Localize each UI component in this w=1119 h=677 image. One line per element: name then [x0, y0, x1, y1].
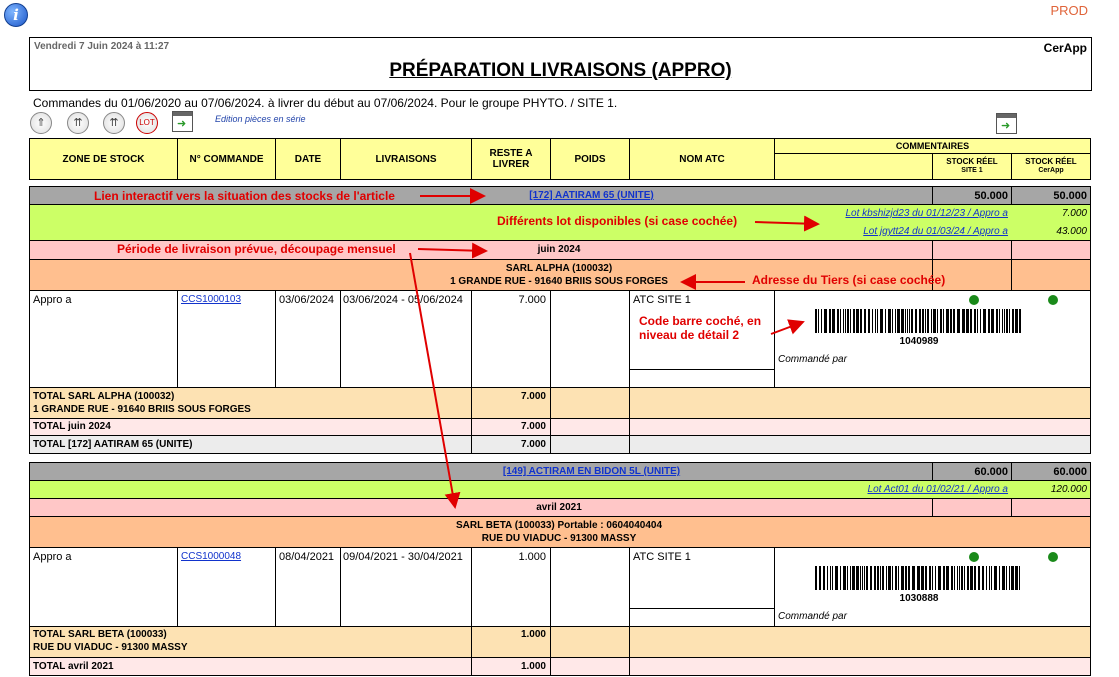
commande-par-label: Commandé par [778, 354, 847, 365]
lot-toggle-button[interactable]: LOT [136, 112, 158, 134]
period-label: juin 2024 [537, 244, 581, 255]
annotation-lots: Différents lot disponibles (si case cochée) [497, 214, 738, 228]
col-header-commentaires: COMMENTAIRES [895, 141, 970, 151]
total-period-value: 1.000 [520, 661, 546, 672]
total-article-label: TOTAL [172] AATIRAM 65 (UNITE) [33, 439, 193, 450]
article-stock-cerapp: 60.000 [1053, 466, 1087, 478]
total-tiers-value: 7.000 [520, 391, 546, 402]
total-tiers-address: RUE DU VIADUC - 91300 MASSY [33, 642, 188, 653]
article-stock-link[interactable]: [149] ACTIRAM EN BIDON 5L (UNITE) [502, 466, 681, 477]
arrow-lots [755, 222, 818, 224]
annotation-barcode-line1: Code barre coché, en [639, 314, 762, 328]
total-tiers-label: TOTAL SARL ALPHA (100032) [33, 391, 175, 402]
order-atc: ATC SITE 1 [633, 551, 691, 563]
arrow-barcode [771, 322, 803, 334]
info-icon[interactable]: i [4, 3, 28, 27]
page-title: PRÉPARATION LIVRAISONS (APPRO) [389, 60, 732, 81]
total-period-label: TOTAL avril 2021 [33, 661, 114, 672]
article-stock-site: 60.000 [974, 466, 1008, 478]
lot-qty: 7.000 [1061, 208, 1087, 219]
tiers-name: SARL ALPHA (100032) [505, 263, 613, 274]
lot-link[interactable]: Lot jgytt24 du 01/03/24 / Appro a [863, 226, 1008, 237]
col-header-poids: POIDS [550, 138, 630, 180]
order-zone: Appro a [33, 294, 72, 306]
lot-link[interactable]: Lot kbshizjd23 du 01/12/23 / Appro a [845, 208, 1008, 219]
col-header-stock-cerapp: STOCK RÉEL [1025, 157, 1077, 166]
order-reste: 1.000 [518, 551, 546, 563]
col-header-num-commande: N° COMMANDE [177, 138, 276, 180]
col-header-zone: ZONE DE STOCK [29, 138, 178, 180]
annotation-period: Période de livraison prévue, découpage mensuel [117, 242, 396, 256]
tiers-address: 1 GRANDE RUE - 91640 BRIIS SOUS FORGES [450, 276, 668, 287]
collapse-level-2-icon[interactable]: ⇈ [67, 112, 89, 134]
order-atc: ATC SITE 1 [633, 294, 691, 306]
article-stock-link[interactable]: [172] AATIRAM 65 (UNITE) [529, 190, 654, 201]
commande-par-label: Commandé par [778, 611, 847, 622]
total-tiers-value: 1.000 [520, 629, 546, 640]
barcode-number: 1040989 [899, 336, 939, 347]
tiers-name: SARL BETA (100033) Portable : 0604040404 [455, 520, 663, 531]
col-header-nom-atc: NOM ATC [629, 138, 775, 180]
lot-qty: 120.000 [1050, 484, 1087, 495]
col-header-stock-site-sub: SITE 1 [961, 167, 983, 174]
barcode-number: 1030888 [899, 593, 939, 604]
total-period-label: TOTAL juin 2024 [33, 421, 111, 432]
order-livraisons: 03/06/2024 - 05/06/2024 [343, 294, 463, 306]
col-header-reste: RESTE A LIVRER [471, 138, 551, 180]
total-tiers-label: TOTAL SARL BETA (100033) [33, 629, 167, 640]
total-tiers-address: 1 GRANDE RUE - 91640 BRIIS SOUS FORGES [33, 404, 251, 415]
total-article-value: 7.000 [520, 439, 546, 450]
report-date: Vendredi 7 Juin 2024 à 11:27 [34, 41, 170, 52]
tiers-address: RUE DU VIADUC - 91300 MASSY [481, 533, 637, 544]
order-livraisons: 09/04/2021 - 30/04/2021 [343, 551, 463, 563]
order-date: 03/06/2024 [279, 294, 335, 306]
order-zone: Appro a [33, 551, 72, 563]
app-name: CerApp [1043, 41, 1087, 55]
arrow-period [418, 249, 486, 251]
arrow-period-second [410, 253, 455, 507]
col-header-stock-site: STOCK RÉEL [946, 157, 998, 166]
order-number-link[interactable]: CCS1000048 [181, 551, 242, 562]
lot-qty: 43.000 [1056, 226, 1087, 237]
period-label: avril 2021 [536, 502, 582, 513]
environment-label: PROD [1050, 3, 1088, 18]
order-date: 08/04/2021 [279, 551, 335, 563]
order-reste: 7.000 [518, 294, 546, 306]
lot-link[interactable]: Lot Act01 du 01/02/21 / Appro a [867, 484, 1008, 495]
col-header-livraisons: LIVRAISONS [340, 138, 472, 180]
edition-series-link[interactable]: Edition pièces en série [215, 114, 306, 124]
article-stock-site: 50.000 [974, 190, 1008, 202]
col-header-stock-cerapp-sub: CerApp [1038, 167, 1064, 174]
collapse-level-3-icon[interactable]: ⇈ [103, 112, 125, 134]
collapse-all-icon[interactable]: ⇑ [30, 112, 52, 134]
article-stock-cerapp: 50.000 [1053, 190, 1087, 202]
order-number-link[interactable]: CCS1000103 [181, 294, 242, 305]
total-period-value: 7.000 [520, 421, 546, 432]
annotation-address: Adresse du Tiers (si case cochée) [752, 273, 946, 287]
col-header-date: DATE [275, 138, 341, 180]
annotation-stock-link: Lien interactif vers la situation des stocks de l'article [94, 189, 395, 203]
annotation-barcode-line2: niveau de détail 2 [639, 328, 740, 342]
filter-summary: Commandes du 01/06/2020 au 07/06/2024. à livrer du début au 07/06/2024. Pour le groupe PHYTO. / SITE 1. [33, 96, 618, 110]
